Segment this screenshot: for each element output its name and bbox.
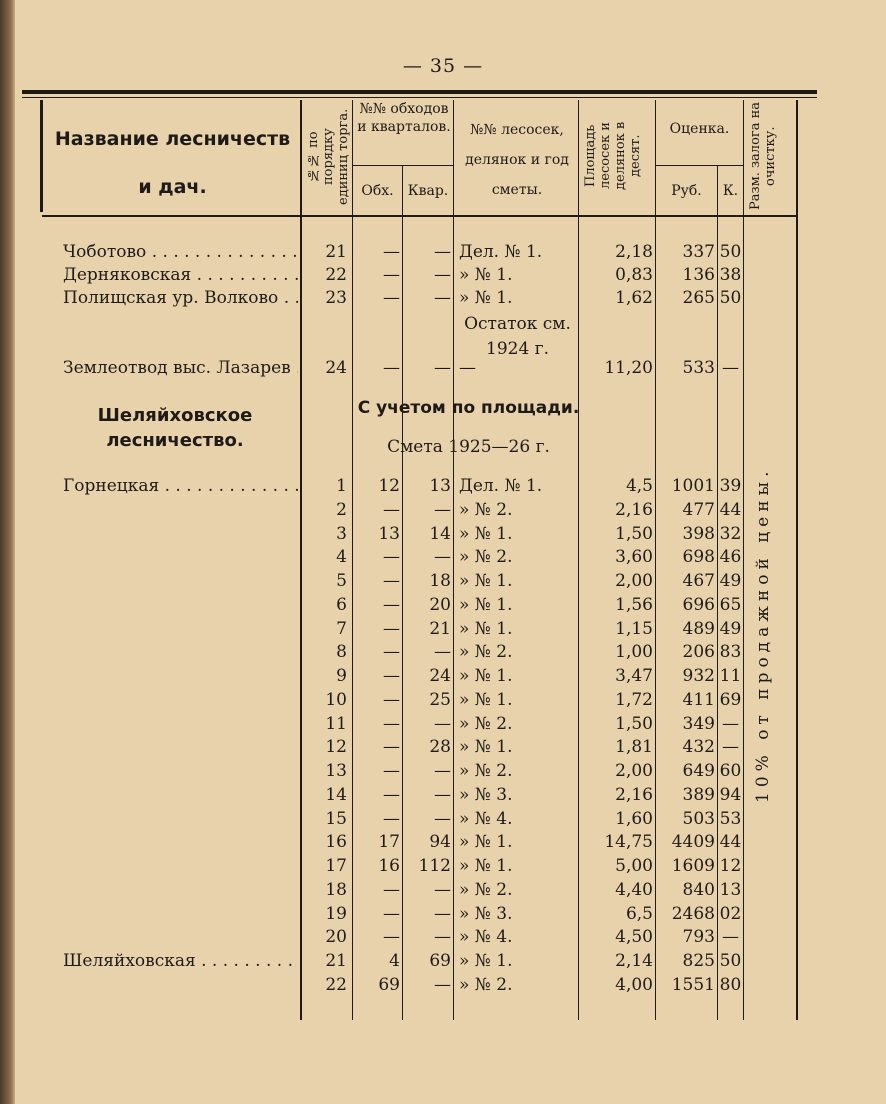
valuation-rubles: 349 xyxy=(682,714,715,734)
quarter-number: 28 xyxy=(429,737,451,757)
plot-area: 4,50 xyxy=(615,927,653,947)
valuation-kopecks: 83 xyxy=(719,642,742,662)
round-number: 13 xyxy=(378,524,400,544)
plot-number: » № 2. xyxy=(459,547,513,567)
valuation-rubles: 4409 xyxy=(671,832,715,852)
plot-number: » № 2. xyxy=(459,500,513,520)
plot-number: » № 1. xyxy=(459,666,513,686)
header-kop: К. xyxy=(722,183,739,199)
valuation-rubles: 649 xyxy=(682,761,715,781)
unit-number: 10 xyxy=(325,690,347,710)
plot-area: 0,83 xyxy=(615,265,653,285)
plot-number: » № 2. xyxy=(459,880,513,900)
unit-number: 22 xyxy=(325,975,347,995)
round-number: — xyxy=(383,500,400,520)
unit-number: 9 xyxy=(336,666,347,686)
quarter-number: — xyxy=(434,642,451,662)
unit-number: 21 xyxy=(325,951,347,971)
round-number: — xyxy=(383,666,400,686)
round-number: 12 xyxy=(378,476,400,496)
valuation-rubles: 389 xyxy=(682,785,715,805)
plot-area: 4,00 xyxy=(615,975,653,995)
plot-area: 1,72 xyxy=(615,690,653,710)
unit-number: 23 xyxy=(325,288,347,308)
header-name: Название лесничеств и дач. xyxy=(54,128,291,198)
plot-number: » № 3. xyxy=(459,785,513,805)
plot-area: 2,16 xyxy=(615,785,653,805)
quarter-number: — xyxy=(434,547,451,567)
plot-number: » № 1. xyxy=(459,951,513,971)
valuation-kopecks: 69 xyxy=(719,690,742,710)
quarter-number: — xyxy=(434,358,451,378)
plot-number: » № 2. xyxy=(459,642,513,662)
valuation-kopecks: 44 xyxy=(719,832,742,852)
header-kvar: Квар. xyxy=(407,183,449,199)
column-divider-left xyxy=(40,100,43,212)
plot-number: » № 4. xyxy=(459,809,513,829)
column-divider-kop xyxy=(743,100,744,1020)
plot-number: » № 2. xyxy=(459,714,513,734)
quarter-number: 24 xyxy=(429,666,451,686)
unit-number: 21 xyxy=(325,242,347,262)
plot-area: 4,40 xyxy=(615,880,653,900)
plot-area: 1,50 xyxy=(615,524,653,544)
valuation-rubles: 489 xyxy=(682,619,715,639)
valuation-kopecks: 49 xyxy=(719,619,742,639)
valuation-rubles: 398 xyxy=(682,524,715,544)
valuation-rubles: 467 xyxy=(682,571,715,591)
unit-number: 16 xyxy=(325,832,347,852)
column-divider-kvar xyxy=(453,100,454,1020)
valuation-rubles: 1551 xyxy=(671,975,715,995)
unit-number: 12 xyxy=(325,737,347,757)
plot-area: 11,20 xyxy=(604,358,653,378)
plot-number: » № 2. xyxy=(459,975,513,995)
plot-number: » № 4. xyxy=(459,927,513,947)
valuation-kopecks: 46 xyxy=(719,547,742,567)
plot-area: 1,00 xyxy=(615,642,653,662)
plot-area: 1,62 xyxy=(615,288,653,308)
quarter-number: — xyxy=(434,500,451,520)
quarter-number: — xyxy=(434,927,451,947)
valuation-kopecks: 50 xyxy=(719,242,742,262)
round-number: — xyxy=(383,547,400,567)
quarter-number: — xyxy=(434,761,451,781)
round-number: — xyxy=(383,737,400,757)
valuation-rubles: 411 xyxy=(682,690,715,710)
forestry-name: Землеотвод выс. Лазарев . . . xyxy=(63,357,298,380)
quarter-number: 13 xyxy=(429,476,451,496)
valuation-kopecks: — xyxy=(722,737,739,757)
top-rule-thin xyxy=(22,97,817,98)
unit-number: 5 xyxy=(336,571,347,591)
valuation-kopecks: 02 xyxy=(719,904,742,924)
valuation-kopecks: — xyxy=(722,358,739,378)
column-divider-obh xyxy=(402,165,403,1020)
unit-number: 20 xyxy=(325,927,347,947)
section-note-estimate: Смета 1925—26 г. xyxy=(387,437,550,457)
header-deposit: Разм. залога на очистку. xyxy=(748,102,778,210)
forestry-name: Горнецкая . . . xyxy=(63,475,298,498)
round-number: — xyxy=(383,265,400,285)
valuation-kopecks: 12 xyxy=(719,856,742,876)
unit-number: 4 xyxy=(336,547,347,567)
plot-area: 3,60 xyxy=(615,547,653,567)
valuation-rubles: 2468 xyxy=(671,904,715,924)
valuation-kopecks: 60 xyxy=(719,761,742,781)
unit-number: 1 xyxy=(336,476,347,496)
column-divider-plots xyxy=(578,100,579,1020)
subheader-rule-rounds xyxy=(352,165,453,166)
valuation-rubles: 1609 xyxy=(671,856,715,876)
valuation-kopecks: 53 xyxy=(719,809,742,829)
valuation-rubles: 533 xyxy=(682,358,715,378)
plot-area: 2,18 xyxy=(615,242,653,262)
round-number: 4 xyxy=(389,951,400,971)
forestry-name: Полищская ур. Волково . . . xyxy=(63,287,298,310)
valuation-kopecks: 94 xyxy=(719,785,742,805)
header-plots: №№ лесосек, делянок и год сметы. xyxy=(465,122,569,198)
valuation-kopecks: 49 xyxy=(719,571,742,591)
header-unit-no: №№ по порядку единиц торга. xyxy=(306,108,351,206)
valuation-rubles: 136 xyxy=(682,265,715,285)
quarter-number: — xyxy=(434,880,451,900)
round-number: — xyxy=(383,571,400,591)
header-rounds-quarters: №№ обходов и кварталов. xyxy=(357,101,451,135)
valuation-rubles: 840 xyxy=(682,880,715,900)
column-divider-no xyxy=(352,100,353,1020)
plot-area: 1,81 xyxy=(615,737,653,757)
header-valuation: Оценка. xyxy=(669,121,730,137)
page-binding-edge xyxy=(0,0,15,1104)
quarter-number: 94 xyxy=(429,832,451,852)
header-obh: Обх. xyxy=(361,183,394,199)
page-number: — 35 — xyxy=(402,55,484,77)
plot-area: 2,14 xyxy=(615,951,653,971)
header-area: Площадь лесосек и делянок в десят. xyxy=(583,121,643,191)
valuation-kopecks: 50 xyxy=(719,951,742,971)
plot-number: » № 1. xyxy=(459,265,513,285)
unit-number: 19 xyxy=(325,904,347,924)
round-number: — xyxy=(383,288,400,308)
valuation-rubles: 696 xyxy=(682,595,715,615)
valuation-rubles: 503 xyxy=(682,809,715,829)
column-divider-name xyxy=(300,100,302,1020)
valuation-kopecks: 44 xyxy=(719,500,742,520)
valuation-rubles: 793 xyxy=(682,927,715,947)
valuation-rubles: 432 xyxy=(682,737,715,757)
plot-area: 2,00 xyxy=(615,571,653,591)
plot-area: 4,5 xyxy=(625,476,653,496)
plot-number: » № 1. xyxy=(459,737,513,757)
section-title: Шеляйховское лесничество. xyxy=(97,405,253,451)
unit-number: 13 xyxy=(325,761,347,781)
quarter-number: — xyxy=(434,714,451,734)
round-number: 17 xyxy=(378,832,400,852)
round-number: — xyxy=(383,242,400,262)
quarter-number: 69 xyxy=(429,951,451,971)
unit-number: 17 xyxy=(325,856,347,876)
round-number: — xyxy=(383,690,400,710)
quarter-number: 18 xyxy=(429,571,451,591)
valuation-kopecks: 13 xyxy=(719,880,742,900)
quarter-number: — xyxy=(434,265,451,285)
column-divider-area xyxy=(655,100,656,1020)
top-rule-thick xyxy=(22,90,817,94)
quarter-number: 20 xyxy=(429,595,451,615)
round-number: — xyxy=(383,904,400,924)
subheader-rule-valuation xyxy=(655,165,743,166)
valuation-rubles: 477 xyxy=(682,500,715,520)
valuation-kopecks: 80 xyxy=(719,975,742,995)
plot-number: » № 1. xyxy=(459,619,513,639)
round-number: — xyxy=(383,595,400,615)
plot-area: 6,5 xyxy=(625,904,653,924)
plot-number: » № 3. xyxy=(459,904,513,924)
round-number: 69 xyxy=(378,975,400,995)
valuation-kopecks: 32 xyxy=(719,524,742,544)
plot-number: » № 2. xyxy=(459,761,513,781)
valuation-rubles: 1001 xyxy=(671,476,715,496)
unit-number: 15 xyxy=(325,809,347,829)
valuation-kopecks: 38 xyxy=(719,265,742,285)
valuation-rubles: 337 xyxy=(682,242,715,262)
plot-area: 1,50 xyxy=(615,714,653,734)
unit-number: 3 xyxy=(336,524,347,544)
unit-number: 2 xyxy=(336,500,347,520)
plot-number: » № 1. xyxy=(459,690,513,710)
round-number: — xyxy=(383,880,400,900)
plot-number: » № 1. xyxy=(459,571,513,591)
plot-number: Дел. № 1. xyxy=(459,476,543,496)
forestry-name: Дерняковская . . . xyxy=(63,264,298,287)
plot-area: 1,56 xyxy=(615,595,653,615)
round-number: — xyxy=(383,714,400,734)
valuation-kopecks: 50 xyxy=(719,288,742,308)
unit-number: 14 xyxy=(325,785,347,805)
deposit-note: 10% от продажной цены. xyxy=(753,466,773,804)
valuation-rubles: 932 xyxy=(682,666,715,686)
valuation-kopecks: — xyxy=(722,714,739,734)
plot-number: » № 1. xyxy=(459,288,513,308)
valuation-kopecks: 11 xyxy=(719,666,742,686)
remainder-note: Остаток см. 1924 г. xyxy=(464,314,571,359)
valuation-rubles: 698 xyxy=(682,547,715,567)
round-number: 16 xyxy=(378,856,400,876)
round-number: — xyxy=(383,809,400,829)
header-bottom-rule xyxy=(42,215,797,217)
unit-number: 24 xyxy=(325,358,347,378)
plot-area: 1,15 xyxy=(615,619,653,639)
plot-number: » № 1. xyxy=(459,856,513,876)
quarter-number: 14 xyxy=(429,524,451,544)
round-number: — xyxy=(383,785,400,805)
valuation-kopecks: 65 xyxy=(719,595,742,615)
plot-number: Дел. № 1. xyxy=(459,242,543,262)
plot-area: 14,75 xyxy=(604,832,653,852)
round-number: — xyxy=(383,619,400,639)
plot-area: 2,16 xyxy=(615,500,653,520)
valuation-kopecks: 39 xyxy=(719,476,742,496)
quarter-number: — xyxy=(434,785,451,805)
plot-area: 1,60 xyxy=(615,809,653,829)
round-number: — xyxy=(383,761,400,781)
quarter-number: — xyxy=(434,809,451,829)
quarter-number: 25 xyxy=(429,690,451,710)
valuation-rubles: 825 xyxy=(682,951,715,971)
valuation-rubles: 265 xyxy=(682,288,715,308)
plot-number: » № 1. xyxy=(459,595,513,615)
quarter-number: — xyxy=(434,904,451,924)
quarter-number: — xyxy=(434,975,451,995)
plot-number: — xyxy=(459,358,476,378)
plot-area: 2,00 xyxy=(615,761,653,781)
unit-number: 8 xyxy=(336,642,347,662)
round-number: — xyxy=(383,927,400,947)
quarter-number: — xyxy=(434,242,451,262)
round-number: — xyxy=(383,642,400,662)
valuation-kopecks: — xyxy=(722,927,739,947)
plot-area: 3,47 xyxy=(615,666,653,686)
round-number: — xyxy=(383,358,400,378)
unit-number: 18 xyxy=(325,880,347,900)
unit-number: 6 xyxy=(336,595,347,615)
unit-number: 7 xyxy=(336,619,347,639)
header-rub: Руб. xyxy=(671,183,702,199)
unit-number: 11 xyxy=(325,714,347,734)
forestry-name: Чоботово . . . xyxy=(63,241,298,264)
quarter-number: 112 xyxy=(418,856,451,876)
valuation-rubles: 206 xyxy=(682,642,715,662)
section-note-area: С учетом по площади. xyxy=(357,398,580,418)
quarter-number: — xyxy=(434,288,451,308)
plot-number: » № 1. xyxy=(459,524,513,544)
quarter-number: 21 xyxy=(429,619,451,639)
forestry-name: Шеляйховская . . . xyxy=(63,950,298,973)
unit-number: 22 xyxy=(325,265,347,285)
plot-number: » № 1. xyxy=(459,832,513,852)
plot-area: 5,00 xyxy=(615,856,653,876)
column-divider-right xyxy=(796,100,798,1020)
